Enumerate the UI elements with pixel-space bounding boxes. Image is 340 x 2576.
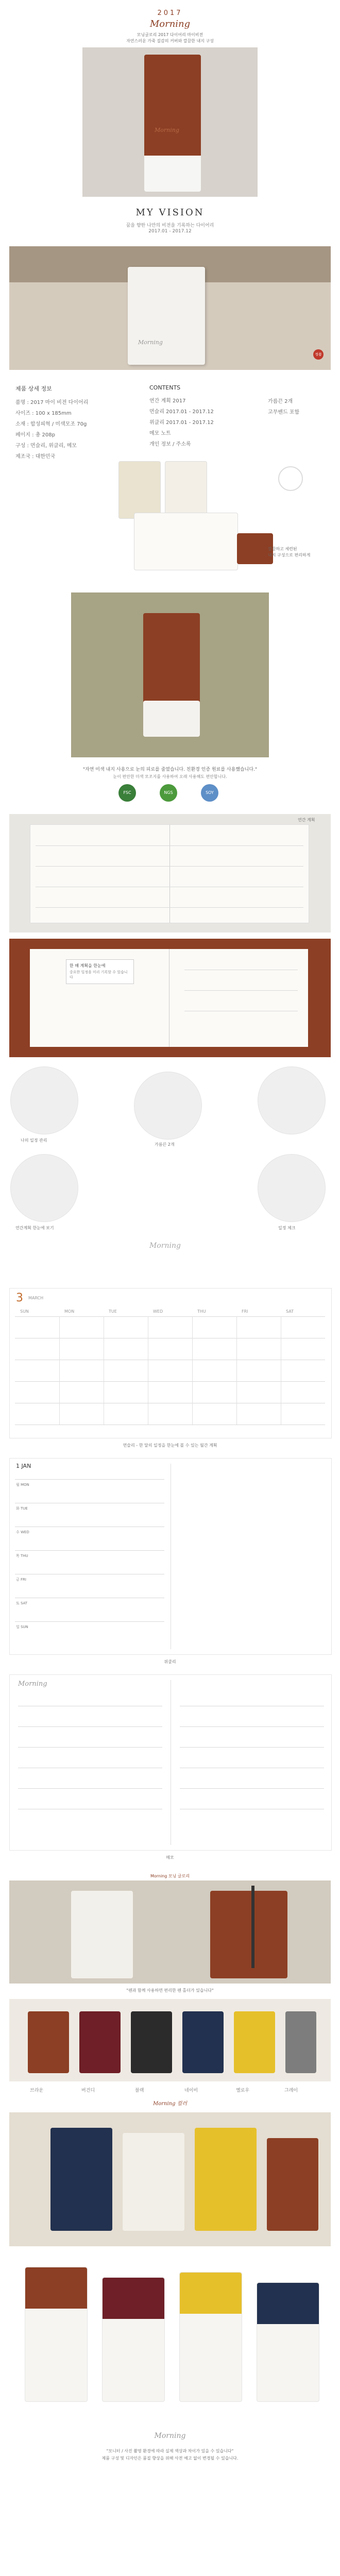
hero-tagline-1: 모닝글로리 2017 다이어리 마이비전 <box>137 32 203 37</box>
cover-white-0 <box>25 2267 88 2402</box>
red-badge <box>313 349 324 360</box>
weekly-label: 위클리 <box>164 1659 176 1664</box>
pen-caption: "펜과 함께 사용하면 편리한 펜 홀더가 있습니다" <box>126 1988 214 1993</box>
spec-row: 사이즈 : 100 x 185mm <box>15 411 72 416</box>
weekly-day-4: 금 FRI <box>16 1578 26 1582</box>
badge-fsc-label: FSC <box>123 790 131 795</box>
spec-row: 페이지 : 총 208p <box>15 432 55 438</box>
coffee-cup <box>278 466 303 491</box>
eco-caption-2: 눈이 편안한 미색 모조지를 사용하여 오래 사용해도 편안합니다. <box>113 774 227 779</box>
pen-note-1: 깔끔하고 세련된 <box>268 547 297 551</box>
brand-strip-book <box>118 1226 222 1273</box>
pen-note-2: 내지 구성으로 편리하게 <box>268 553 311 557</box>
hero-diary-cover <box>144 55 201 158</box>
zoom-circle-1 <box>10 1066 78 1134</box>
weekday-0: SUN <box>20 1309 29 1314</box>
weekday-5: FRI <box>242 1309 248 1314</box>
footer-line-1: "모니터 / 사진 촬영 환경에 따라 실제 색상과 차이가 있을 수 있습니다" <box>106 2449 234 2453</box>
weekday-1: MON <box>64 1309 75 1314</box>
spec-row: 소재 : 합성피혁 / 미색모조 70g <box>15 421 87 427</box>
color-book-1 <box>79 2011 121 2073</box>
hero-subtitle-2: 2017.01 - 2017.12 <box>148 229 192 234</box>
bookmark-photo <box>9 939 331 1057</box>
color-book-4 <box>234 2011 275 2073</box>
colors-photo <box>9 1999 331 2081</box>
weekday-3: WED <box>153 1309 163 1314</box>
content-row: 위클리 2017.01 - 2017.12 <box>149 420 214 426</box>
color-name-1: 버건디 <box>81 2088 95 2093</box>
stack-book-1 <box>50 2128 112 2231</box>
monthly-page <box>9 1288 332 1438</box>
book-1 <box>118 461 161 519</box>
extra-row: 고무밴드 포함 <box>268 410 300 415</box>
hand-photo <box>71 592 269 757</box>
monthly-label: 먼슬리 - 한 달의 일정을 한눈에 볼 수 있는 월간 계획 <box>123 1443 217 1448</box>
zoom-circle-4 <box>10 1154 78 1222</box>
memo-page <box>9 1674 332 1851</box>
pen-holder-photo <box>9 1880 331 1984</box>
weekly-day-3: 목 THU <box>16 1554 28 1558</box>
color-name-4: 옐로우 <box>236 2088 250 2093</box>
hero-tagline-2: 자연스러운 가죽 질감의 커버와 깔끔한 내지 구성 <box>126 39 214 43</box>
yearly-note-box <box>66 959 134 984</box>
content-row: 개인 정보 / 주소록 <box>149 442 191 447</box>
band-caption: Morning 모닝 글로리 <box>150 1874 190 1878</box>
book-2 <box>165 461 207 519</box>
badge-soy-label: SOY <box>206 790 214 795</box>
badge-soy <box>201 784 218 802</box>
red-badge-text: 정품 <box>315 352 322 357</box>
yearly-spread-photo <box>9 814 331 933</box>
weekly-day-5: 토 SAT <box>16 1601 28 1605</box>
color-book-0 <box>28 2011 69 2073</box>
hero-subtitle-1: 꿈을 향한 나만의 비전을 기록하는 다이어리 <box>126 223 214 228</box>
extra-row: 가름끈 2개 <box>268 399 293 404</box>
spec-row: 품명 : 2017 마이 비전 다이어리 <box>15 400 89 405</box>
specs-left-heading: 제품 상세 정보 <box>15 385 52 392</box>
monthly-name: MARCH <box>28 1296 44 1300</box>
pen <box>251 1886 254 1968</box>
color-name-5: 그레이 <box>284 2088 298 2093</box>
zoom-circle-2 <box>134 1072 202 1140</box>
weekly-day-2: 수 WED <box>16 1530 29 1534</box>
yearly-note-body: 중요한 일정을 미리 기록할 수 있습니다 <box>70 970 128 979</box>
memo-label: 메모 <box>166 1855 174 1860</box>
spec-row: 제조국 : 대한민국 <box>15 454 56 460</box>
weekly-day-0: 월 MON <box>16 1483 29 1487</box>
color-name-3: 네이비 <box>184 2088 198 2093</box>
hand-diary-cover <box>143 613 200 706</box>
badge-ngs <box>160 784 177 802</box>
eco-caption-1: "자연 미색 내지 사용으로 눈의 피로를 줄였습니다. 친환경 인증 원료를 사용했습니다." <box>82 767 258 772</box>
hero-product-photo <box>82 47 258 197</box>
content-row: 메모 노트 <box>149 431 171 436</box>
covers-photo <box>9 2257 331 2411</box>
cover-brand-emboss: Morning <box>155 127 179 133</box>
color-book-2 <box>131 2011 172 2073</box>
hero-year: 2017 <box>157 9 183 17</box>
hero-diary-white <box>144 156 201 192</box>
brand-strip-book-brand: Morning <box>149 1242 181 1250</box>
content-row: 먼슬리 2017.01 - 2017.12 <box>149 409 214 415</box>
yearly-note-title: 한 해 계획을 한눈에 <box>70 963 106 968</box>
stack-photo <box>9 2112 331 2246</box>
badge-ngs-label: NGS <box>164 790 173 795</box>
pen-diary-white <box>71 1891 133 1978</box>
color-name-2: 블랙 <box>135 2088 144 2093</box>
zoom2-label: 가름끈 2개 <box>155 1142 175 1147</box>
spec-row: 구성 : 먼슬리, 위클리, 메모 <box>15 443 77 449</box>
footer-line-2: 제품 구성 및 디자인은 품질 향상을 위해 사전 예고 없이 변경될 수 있습니다. <box>101 2456 239 2461</box>
stack-book-2 <box>123 2133 184 2231</box>
zoom4-label: 일정 체크 <box>278 1226 296 1230</box>
diary-on-table <box>128 267 205 365</box>
color-book-5 <box>285 2011 316 2073</box>
hand-diary-white <box>143 701 200 737</box>
stack-book-3 <box>195 2128 257 2231</box>
stack-book-4 <box>267 2138 318 2231</box>
cover-white-3 <box>257 2282 319 2402</box>
zoom1-label: 나의 일정 관리 <box>21 1138 47 1143</box>
monthly-number: 3 <box>16 1292 23 1304</box>
specs-left <box>15 384 129 463</box>
zoom3-label: 연간계획 한눈에 보기 <box>15 1226 54 1230</box>
footer-brand: Morning <box>154 2432 186 2440</box>
content-row: 연간 계획 2017 <box>149 398 186 404</box>
hero-brand: Morning <box>149 19 191 29</box>
weekday-6: SAT <box>286 1309 294 1314</box>
diary-cover-label: Morning <box>138 339 163 346</box>
pen-diary-brown <box>210 1891 287 1978</box>
specs-mid <box>149 384 252 450</box>
yearly-label: 연간 계획 <box>298 818 315 822</box>
weekly-month: 1 JAN <box>16 1463 31 1469</box>
cover-white-1 <box>102 2277 165 2402</box>
yearly-spread-pages <box>30 824 309 923</box>
specs-right <box>268 397 330 418</box>
zoom-circle-5 <box>258 1154 326 1222</box>
specs-mid-heading: CONTENTS <box>149 384 181 391</box>
zoom-circle-3 <box>258 1066 326 1134</box>
weekday-2: TUE <box>109 1309 117 1314</box>
color-name-0: 브라운 <box>30 2088 44 2093</box>
cover-white-2 <box>179 2272 242 2402</box>
lifestyle-photo-table <box>9 246 331 370</box>
weekday-4: THU <box>197 1309 206 1314</box>
memo-brand: Morning <box>18 1680 47 1688</box>
weekly-day-1: 화 TUE <box>16 1506 28 1511</box>
color-book-3 <box>182 2011 224 2073</box>
weekly-page <box>9 1458 332 1655</box>
badge-fsc <box>118 784 136 802</box>
colors-brand: Morning 컬러 <box>152 2101 188 2107</box>
weekly-day-6: 일 SUN <box>16 1625 28 1629</box>
open-diary-pages <box>134 513 238 570</box>
page-title: MY VISION <box>135 207 205 218</box>
